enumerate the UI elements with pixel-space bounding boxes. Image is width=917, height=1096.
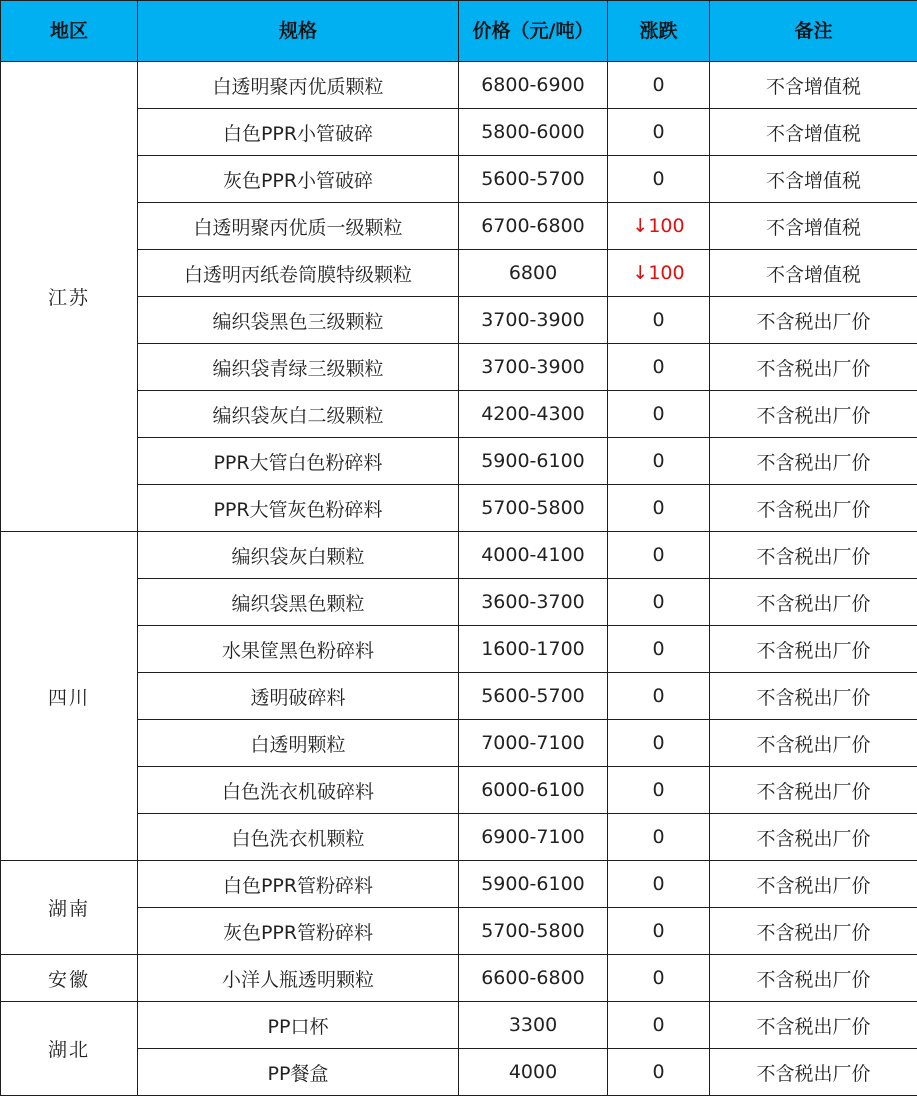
price-cell: 6000-6100: [459, 767, 608, 814]
header-region: 地区: [1, 1, 138, 62]
table-row: [1, 955, 917, 1002]
note-cell: 不含税出厂价: [710, 626, 917, 673]
price-cell: 5700-5800: [459, 908, 608, 955]
table-row: [1, 297, 917, 344]
table-row: [1, 861, 917, 908]
header-change: 涨跌: [608, 1, 710, 62]
note-cell: 不含税出厂价: [710, 767, 917, 814]
change-cell: 0: [608, 720, 710, 767]
table-row: [1, 344, 917, 391]
table-row: [1, 156, 917, 203]
change-cell: 0: [608, 908, 710, 955]
note-cell: 不含税出厂价: [710, 814, 917, 861]
table-row: [1, 62, 917, 109]
header-spec: 规格: [138, 1, 459, 62]
header-price: 价格（元/吨）: [459, 1, 608, 62]
table-row: [1, 767, 917, 814]
table-row: [1, 391, 917, 438]
price-cell: 6800: [459, 250, 608, 297]
change-cell: 0: [608, 391, 710, 438]
change-cell: 0: [608, 579, 710, 626]
price-cell: 4200-4300: [459, 391, 608, 438]
change-cell: 0: [608, 109, 710, 156]
header-note: 备注: [710, 1, 917, 62]
change-cell: 0: [608, 532, 710, 579]
price-cell: 6900-7100: [459, 814, 608, 861]
table-row: [1, 626, 917, 673]
spec-cell: PPR大管白色粉碎料: [138, 438, 459, 485]
table-body: [1, 62, 917, 1096]
change-cell: 0: [608, 767, 710, 814]
table-row: [1, 673, 917, 720]
note-cell: 不含增值税: [710, 156, 917, 203]
price-cell: 3300: [459, 1002, 608, 1049]
table-row: [1, 485, 917, 532]
spec-cell: 水果筐黑色粉碎料: [138, 626, 459, 673]
spec-cell: 编织袋黑色颗粒: [138, 579, 459, 626]
note-cell: 不含税出厂价: [710, 391, 917, 438]
table-row: [1, 579, 917, 626]
table-row: [1, 109, 917, 156]
price-cell: 6600-6800: [459, 955, 608, 1002]
change-cell: 0: [608, 62, 710, 109]
price-cell: 3700-3900: [459, 344, 608, 391]
note-cell: 不含税出厂价: [710, 1049, 917, 1096]
spec-cell: PPR大管灰色粉碎料: [138, 485, 459, 532]
change-cell: 0: [608, 861, 710, 908]
change-cell: 0: [608, 955, 710, 1002]
spec-cell: 灰色PPR管粉碎料: [138, 908, 459, 955]
change-cell: 0: [608, 438, 710, 485]
price-cell: 5900-6100: [459, 438, 608, 485]
spec-cell: PP口杯: [138, 1002, 459, 1049]
region-cell: 湖北: [1, 1002, 138, 1096]
table-row: [1, 250, 917, 297]
price-cell: 5900-6100: [459, 861, 608, 908]
spec-cell: 小洋人瓶透明颗粒: [138, 955, 459, 1002]
table-row: [1, 203, 917, 250]
spec-cell: 白色洗衣机破碎料: [138, 767, 459, 814]
table-row: [1, 814, 917, 861]
table-row: [1, 1049, 917, 1096]
spec-cell: 白透明丙纸卷筒膜特级颗粒: [138, 250, 459, 297]
region-cell: 湖南: [1, 861, 138, 955]
header-row: [1, 1, 917, 62]
spec-cell: 编织袋青绿三级颗粒: [138, 344, 459, 391]
change-cell: 0: [608, 485, 710, 532]
note-cell: 不含税出厂价: [710, 485, 917, 532]
note-cell: 不含增值税: [710, 109, 917, 156]
price-cell: 5800-6000: [459, 109, 608, 156]
price-cell: 3700-3900: [459, 297, 608, 344]
note-cell: 不含税出厂价: [710, 908, 917, 955]
change-cell: 0: [608, 344, 710, 391]
spec-cell: 编织袋黑色三级颗粒: [138, 297, 459, 344]
price-cell: 1600-1700: [459, 626, 608, 673]
change-cell: 0: [608, 673, 710, 720]
spec-cell: 白透明颗粒: [138, 720, 459, 767]
table-header: [1, 1, 917, 62]
note-cell: 不含税出厂价: [710, 720, 917, 767]
spec-cell: 透明破碎料: [138, 673, 459, 720]
table-row: [1, 438, 917, 485]
price-cell: 5600-5700: [459, 156, 608, 203]
price-cell: 5700-5800: [459, 485, 608, 532]
spec-cell: 白透明聚丙优质颗粒: [138, 62, 459, 109]
price-cell: 5600-5700: [459, 673, 608, 720]
price-cell: 4000-4100: [459, 532, 608, 579]
spec-cell: 白透明聚丙优质一级颗粒: [138, 203, 459, 250]
note-cell: 不含税出厂价: [710, 861, 917, 908]
note-cell: 不含税出厂价: [710, 438, 917, 485]
table-row: [1, 532, 917, 579]
spec-cell: 白色洗衣机颗粒: [138, 814, 459, 861]
spec-cell: 灰色PPR小管破碎: [138, 156, 459, 203]
note-cell: 不含税出厂价: [710, 1002, 917, 1049]
price-cell: 7000-7100: [459, 720, 608, 767]
note-cell: 不含增值税: [710, 203, 917, 250]
note-cell: 不含税出厂价: [710, 955, 917, 1002]
region-cell: 江苏: [1, 62, 138, 532]
note-cell: 不含增值税: [710, 250, 917, 297]
change-cell: 0: [608, 1002, 710, 1049]
change-cell: ↓100: [608, 250, 710, 297]
table-row: [1, 908, 917, 955]
price-cell: 6700-6800: [459, 203, 608, 250]
price-cell: 6800-6900: [459, 62, 608, 109]
change-cell: 0: [608, 1049, 710, 1096]
change-cell: 0: [608, 297, 710, 344]
table-row: [1, 1002, 917, 1049]
region-cell: 安徽: [1, 955, 138, 1002]
note-cell: 不含税出厂价: [710, 673, 917, 720]
spec-cell: 白色PPR小管破碎: [138, 109, 459, 156]
change-cell: 0: [608, 626, 710, 673]
price-cell: 3600-3700: [459, 579, 608, 626]
region-cell: 四川: [1, 532, 138, 861]
note-cell: 不含税出厂价: [710, 579, 917, 626]
note-cell: 不含税出厂价: [710, 344, 917, 391]
note-cell: 不含增值税: [710, 62, 917, 109]
note-cell: 不含税出厂价: [710, 532, 917, 579]
spec-cell: 白色PPR管粉碎料: [138, 861, 459, 908]
change-cell: 0: [608, 156, 710, 203]
spec-cell: 编织袋灰白颗粒: [138, 532, 459, 579]
spec-cell: PP餐盒: [138, 1049, 459, 1096]
change-cell: ↓100: [608, 203, 710, 250]
note-cell: 不含税出厂价: [710, 297, 917, 344]
change-cell: 0: [608, 814, 710, 861]
price-cell: 4000: [459, 1049, 608, 1096]
table-row: [1, 720, 917, 767]
spec-cell: 编织袋灰白二级颗粒: [138, 391, 459, 438]
